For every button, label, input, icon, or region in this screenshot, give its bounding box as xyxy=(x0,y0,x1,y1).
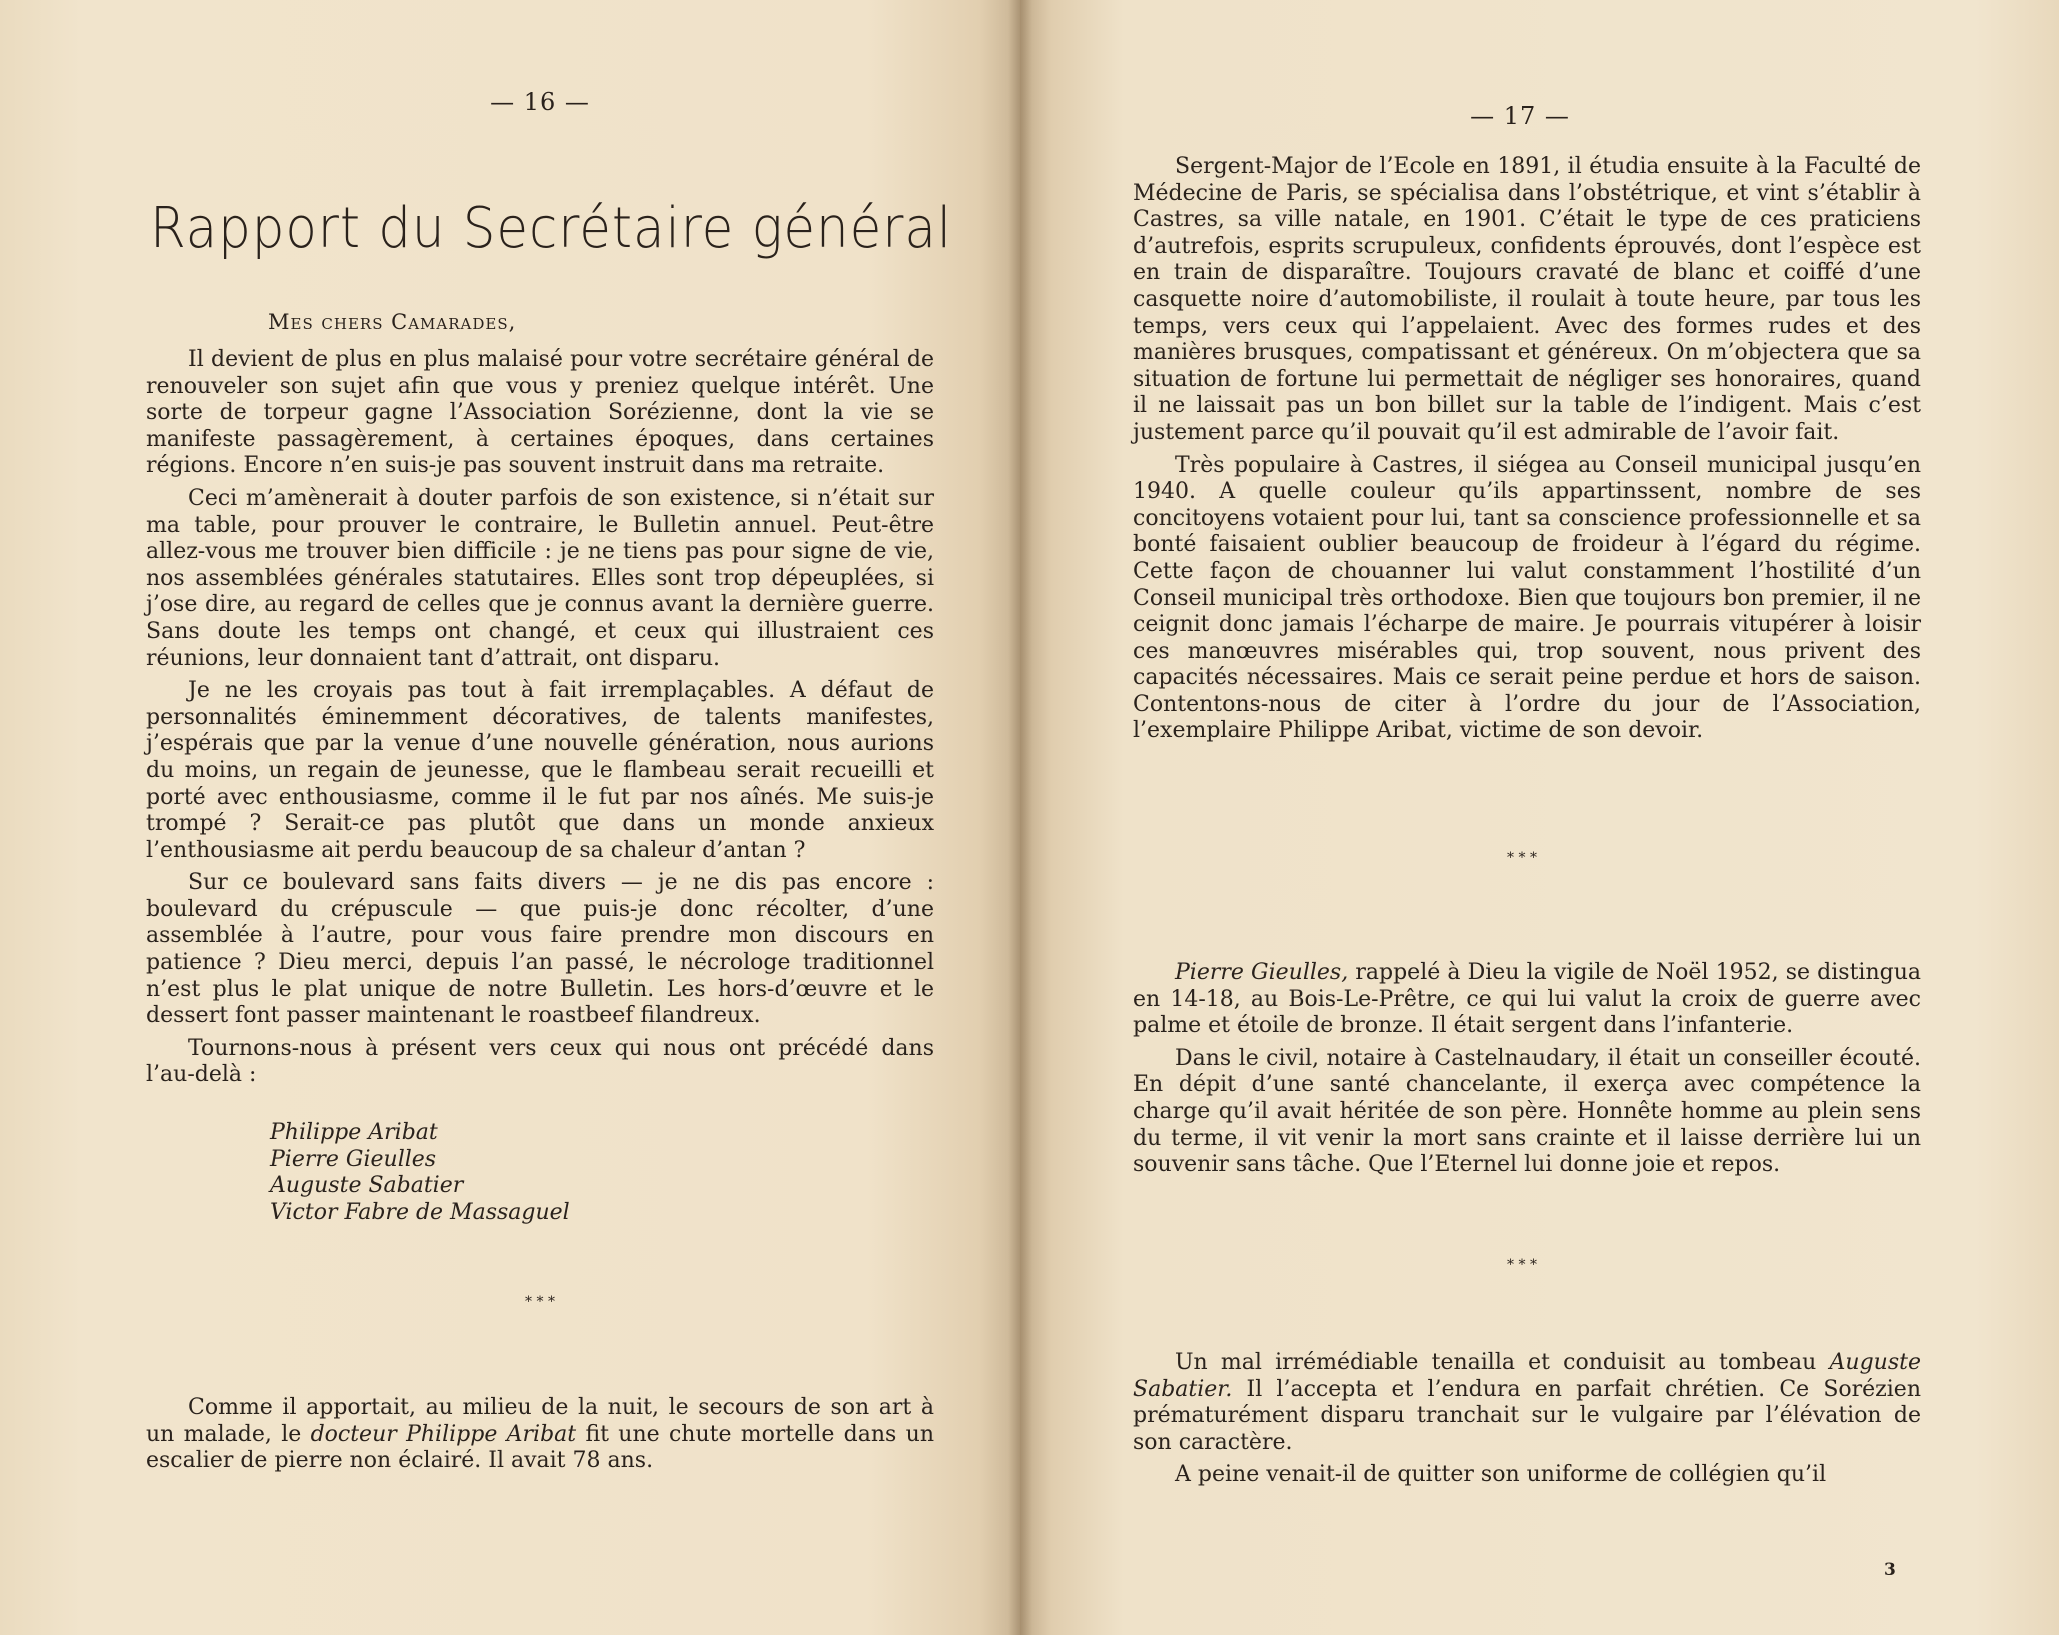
page-number-right: — 17 — xyxy=(1470,102,1570,130)
list-item: Philippe Aribat xyxy=(270,1120,438,1145)
asterism-separator: * * * xyxy=(525,1294,555,1310)
list-item: Pierre Gieulles xyxy=(270,1146,437,1172)
person-name: Auguste Sabatier. xyxy=(1133,1350,1921,1402)
left-body xyxy=(146,347,934,1095)
page-title: Rapport du Secrétaire général xyxy=(150,196,953,261)
person-name: docteur Philippe Aribat xyxy=(310,1421,577,1447)
paragraph: A peine venait-il de quitter son uniforme de collégien qu’il xyxy=(1175,1462,1827,1488)
asterism-separator: * * * xyxy=(1507,1257,1537,1273)
paragraph: Sergent-Major de l’Ecole en 1891, il étudia ensuite à la Faculté de Médecine de Paris, se spécialisa dans l’obstétrique, et vint s’établir à Castres, sa ville natale, en 1901. C’était le type de ces praticiens d’autrefois, esprits scrupuleux, confidents éprouvés, dont l’espèce est en train de disparaître. Toujours cravaté de blanc et coiffé d’une casquette noire d’automobiliste, il roulait à toute heure, par tous les temps, vers ceux qui l’appelaient. Avec des formes rudes et des manières brusques, compatissant et généreux. On m’objectera que sa situation de fortune lui permettait de négliger ses honoraires, quand il ne laissait pas un bon billet sur la table de l’indigent. Mais c’est justement parce qu’il pouvait qu’il est admirable de l’avoir fait. xyxy=(1133,154,1921,445)
paragraph: Ceci m’amènerait à douter parfois de son existence, si n’était sur ma table, pour prouver le contraire, le Bulletin annuel. Peut-être allez-vous me trouver bien difficile : je ne tiens pas pour signe de vie, nos assemblées générales statutaires. Elles sont trop dépeuplées, si j’ose dire, au regard de celles que je connus avant la dernière guerre. Sans doute les temps ont changé, et ceux qui illustraient ces réunions, leur donnaient tant d’attrait, ont disparu. xyxy=(146,485,934,671)
paragraph: Tournons-nous à présent vers ceux qui nous ont précédé dans l’au-delà : xyxy=(146,1035,934,1088)
signature-mark: 3 xyxy=(1884,1560,1896,1580)
paragraph: Comme il apportait, au milieu de la nuit, le secours de son art à un malade, le docteur Philippe Aribat fit une chute mortelle dans un escalier de pierre non éclairé. Il avait 78 ans. xyxy=(146,1395,934,1474)
paragraph: Dans le civil, notaire à Castelnaudary, il était un conseiller écouté. En dépit d’une santé chancelante, il exerça avec compétence la charge qu’il avait héritée de son père. Honnête homme au plein sens du terme, il vit venir la mort sans crainte et il laisse derrière lui un souvenir sans tâche. Que l’Eternel lui donne joie et repos. xyxy=(1133,1045,1921,1178)
paragraph: Pierre Gieulles, rappelé à Dieu la vigile de Noël 1952, se distingua en 14-18, au Bois-Le-Prêtre, ce qui lui valut la croix de guerre avec palme et étoile de bronze. Il était sergent dans l’infanterie. xyxy=(1133,960,1921,1039)
left-closing xyxy=(146,1395,934,1481)
paragraph: Je ne les croyais pas tout à fait irremplaçables. A défaut de personnalités éminemment décoratives, de talents manifestes, j’espérais que par la venue d’une nouvelle génération, nous aurions du moins, un regain de jeunesse, que le flambeau serait recueilli et porté avec enthousiasme, comme il le fut par nos aînés. Me suis-je trompé ? Serait-ce pas plutôt que dans un monde anxieux l’enthousiasme ait perdu beaucoup de sa chaleur d’antan ? xyxy=(146,678,934,863)
page-number-left: — 16 — xyxy=(490,88,590,116)
paragraph: Sur ce boulevard sans faits divers — je ne dis pas encore : boulevard du crépuscule — que puis-je donc récolter, d’une assemblée à l’autre, pour vous faire prendre mon discours en patience ? Dieu merci, depuis l’an passé, le nécrologe traditionnel n’est plus le plat unique de notre Bulletin. Les hors-d’œuvre et le dessert font passer maintenant le roastbeef filandreux. xyxy=(146,870,934,1029)
paragraph: Très populaire à Castres, il siégea au Conseil municipal jusqu’en 1940. A quelle couleur qu’ils appartinssent, nombre de ses concitoyens votaient pour lui, tant sa conscience professionnelle et sa bonté faisaient oublier beaucoup de froideur à l’égard du régime. Cette façon de chouanner lui valut constamment l’hostilité d’un Conseil municipal très orthodoxe. Bien que toujours bon premier, il ne ceignit donc jamais l’écharpe de maire. Je pourrais vitupérer à loisir ces manœuvres misérables qui, trop souvent, nous privent des capacités nécessaires. Mais ce serait peine perdue et hors de saison. Contentons-nous de citer à l’ordre du jour de l’Association, l’exemplaire Philippe Aribat, victime de son devoir. xyxy=(1133,452,1921,744)
paragraph: Il devient de plus en plus malaisé pour votre secrétaire général de renouveler son sujet afin que vous y preniez quelque intérêt. Une sorte de torpeur gagne l’Association Sorézienne, dont la vie se manifeste passagèrement, à certaines époques, dans certaines régions. Encore n’en suis-je pas souvent instruit dans ma retraite. xyxy=(146,347,934,479)
right-body-gieulles xyxy=(1133,960,1921,1185)
paragraph: Un mal irrémédiable tenailla et conduisit au tombeau Auguste Sabatier. Il l’accepta et l’endura en parfait chrétien. Ce Sorézien prématurément disparu tranchait sur le vulgaire par l’élévation de son caractère. xyxy=(1133,1350,1921,1455)
list-item: Victor Fabre de Massaguel xyxy=(270,1199,570,1225)
right-body-aribat xyxy=(1133,154,1921,751)
salutation: Mes chers Camarades, xyxy=(268,310,517,334)
right-body-sabatier xyxy=(1133,1350,1921,1495)
deceased-list xyxy=(270,1120,570,1226)
person-name: Pierre Gieulles, xyxy=(1175,960,1349,985)
book-gutter xyxy=(1008,0,1032,1635)
list-item: Auguste Sabatier xyxy=(270,1173,464,1198)
asterism-separator: * * * xyxy=(1507,850,1537,866)
